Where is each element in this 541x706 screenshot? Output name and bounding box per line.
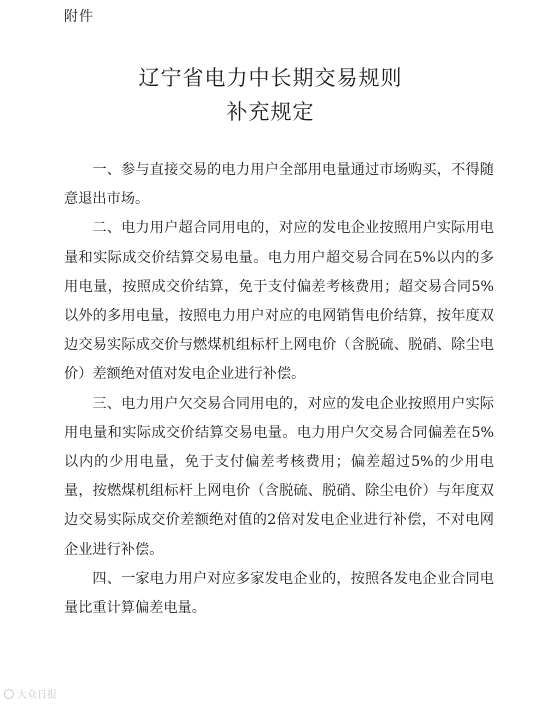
paragraph-2: 二、电力用户超合同用电的，对应的发电企业按照用户实际用电量和实际成交价结算交易电量。电力用户超交易合同在5%以内的多用电量，按照成交价结算，免于支付偏差考核费用；超交易合同5%以外的多用电量，按照电力用户对应的电网销售电价结算，按年度双边交易实际成交价与燃煤机组标杆上网电价（含脱硫、脱硝、除尘电价）差额绝对值对发电企业进行补偿。 (64, 220, 494, 383)
attachment-label: 附件 (64, 9, 94, 25)
paragraph-3: 三、电力用户欠交易合同用电的，对应的发电企业按照用户实际用电量和实际成交价结算交易电量。电力用户欠交易合同偏差在5%以内的少用电量，免于支付偏差考核费用；偏差超过5%的少用电量，按燃煤机组标杆上网电价（含脱硫、脱硝、除尘电价）与年度双边交易实际成交价差额绝对值的2倍对发电企业进行补偿，不对电网企业进行补偿。 (64, 395, 494, 558)
watermark (4, 686, 57, 701)
document-subtitle: 补充规定 (226, 100, 315, 124)
document-body (64, 156, 494, 623)
paragraph-1: 一、参与直接交易的电力用户全部用电量通过市场购买，不得随意退出市场。 (64, 162, 494, 208)
watermark-text: 大众日报 (17, 690, 57, 701)
document-title: 辽宁省电力中长期交易规则 (138, 66, 403, 90)
paragraph-4: 四、一家电力用户对应多家发电企业的，按照各发电企业合同电量比重计算偏差电量。 (64, 570, 494, 617)
watermark-logo-icon (4, 689, 14, 699)
